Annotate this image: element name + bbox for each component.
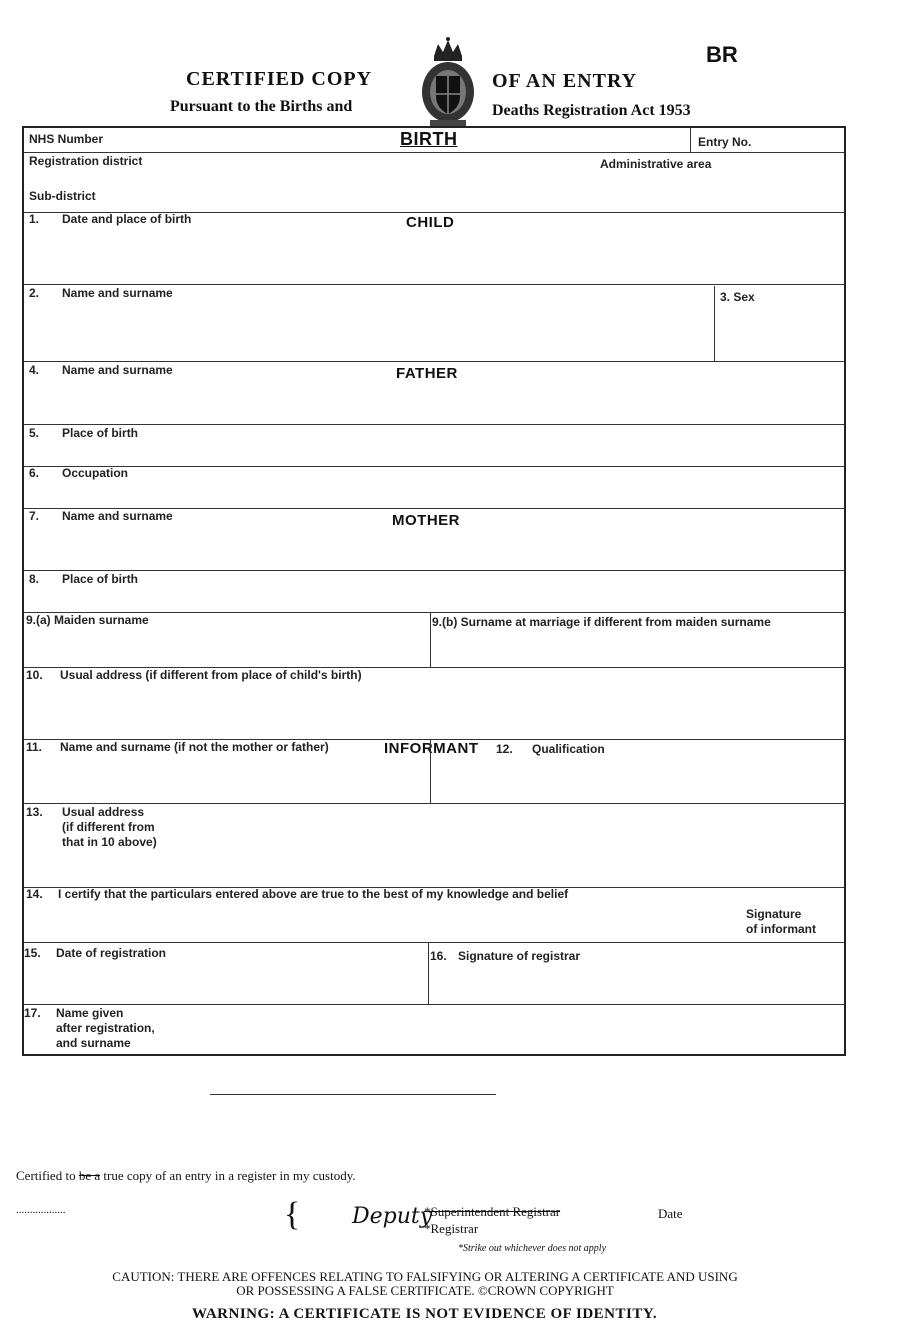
name-given-after-registration-label: Name given after registration, and surname (56, 1006, 155, 1050)
caution-line-1: CAUTION: THERE ARE OFFENCES RELATING TO FALSIFYING OR ALTERING A CERTIFICATE AND USING (112, 1269, 738, 1284)
child-name-label: Name and surname (62, 286, 173, 300)
certified-text-start: Certified to (16, 1168, 79, 1183)
date-place-of-birth-label: Date and place of birth (62, 212, 192, 226)
divider (714, 286, 715, 361)
form-code: BR (706, 42, 738, 67)
mother-place-of-birth-label: Place of birth (62, 572, 139, 586)
mother-name-label: Name and surname (62, 509, 173, 523)
informant-signature-label: Signature of informant (746, 907, 816, 936)
field-17-number: 17. (24, 1006, 41, 1020)
field-14-number: 14. (26, 887, 43, 901)
header-right-title: OF AN ENTRY (492, 70, 638, 92)
field-4-number: 4. (29, 363, 40, 377)
registrar-signature: Deputy (352, 1204, 433, 1229)
row-field-6 (24, 466, 844, 509)
informant-address-label: Usual address (if different from that in 10 above) (62, 805, 157, 849)
field-10-number: 10. (26, 668, 43, 682)
father-name-label: Name and surname (62, 363, 173, 377)
certified-text-end: true copy of an entry in a register in my custody. (100, 1168, 356, 1183)
birth-heading: BIRTH (400, 129, 458, 149)
field-8-number: 8. (29, 572, 40, 586)
field-1-number: 1. (29, 212, 40, 226)
caution-notice (60, 1270, 790, 1298)
dotted-line: .................. (16, 1204, 66, 1216)
informant-name-label: Name and surname (if not the mother or father) (60, 740, 329, 754)
father-place-of-birth-label: Place of birth (62, 426, 139, 440)
date-of-registration-label: Date of registration (56, 946, 167, 960)
field-13-number: 13. (26, 805, 43, 819)
divider (690, 128, 691, 152)
field-5-number: 5. (29, 426, 40, 440)
date-label: Date (658, 1206, 683, 1221)
mother-section-heading: MOTHER (392, 512, 460, 529)
sub-district-label: Sub-district (29, 189, 96, 203)
sex-label: 3. Sex (720, 290, 755, 304)
administrative-area-label: Administrative area (600, 157, 712, 171)
stamp-line (210, 1094, 496, 1095)
brace: { (284, 1196, 301, 1233)
father-section-heading: FATHER (396, 365, 458, 382)
field-11-number: 11. (26, 740, 43, 754)
certification-statement: I certify that the particulars entered above are true to the best of my knowledge and belief (58, 887, 569, 901)
caution-line-2: OR POSSESSING A FALSE CERTIFICATE. ©CROWN COPYRIGHT (236, 1283, 614, 1298)
header-left-title: CERTIFIED COPY (186, 68, 373, 90)
divider (430, 739, 431, 803)
registrar-signature-label: Signature of registrar (458, 949, 581, 963)
father-occupation-label: Occupation (62, 466, 129, 480)
field-2-number: 2. (29, 286, 40, 300)
certified-text-struck: be a (78, 1168, 101, 1183)
certified-copy-statement (16, 1168, 356, 1184)
row-district (24, 152, 844, 213)
maiden-surname-label: 9.(a) Maiden surname (26, 613, 149, 627)
identity-warning: WARNING: A CERTIFICATE IS NOT EVIDENCE OF IDENTITY. (192, 1306, 658, 1322)
qualification-label: Qualification (532, 742, 605, 756)
strike-out-note: *Strike out whichever does not apply (458, 1243, 607, 1254)
child-section-heading: CHILD (406, 214, 455, 231)
row-field-8 (24, 570, 844, 613)
field-6-number: 6. (29, 466, 40, 480)
field-16-number: 16. (430, 949, 447, 963)
birth-entry-form (22, 126, 846, 1056)
field-15-number: 15. (24, 946, 41, 960)
superintendent-registrar-option: *Superintendent Registrar (424, 1204, 561, 1219)
header-right-subtitle: Deaths Registration Act 1953 (492, 102, 691, 119)
header-left-subtitle: Pursuant to the Births and (170, 98, 353, 115)
royal-coat-of-arms-icon (412, 36, 484, 128)
surname-at-marriage-label: 9.(b) Surname at marriage if different from maiden surname (432, 615, 771, 629)
informant-section-heading: INFORMANT (384, 740, 479, 757)
field-7-number: 7. (29, 509, 40, 523)
field-12-number: 12. (496, 742, 513, 756)
registration-district-label: Registration district (29, 154, 143, 168)
row-field-5 (24, 424, 844, 467)
entry-number-label: Entry No. (698, 135, 752, 149)
usual-address-label: Usual address (if different from place of child's birth) (60, 668, 362, 682)
divider (430, 612, 431, 667)
divider (428, 942, 429, 1004)
registrar-option: *Registrar (424, 1221, 479, 1236)
nhs-number-label: NHS Number (29, 132, 104, 146)
